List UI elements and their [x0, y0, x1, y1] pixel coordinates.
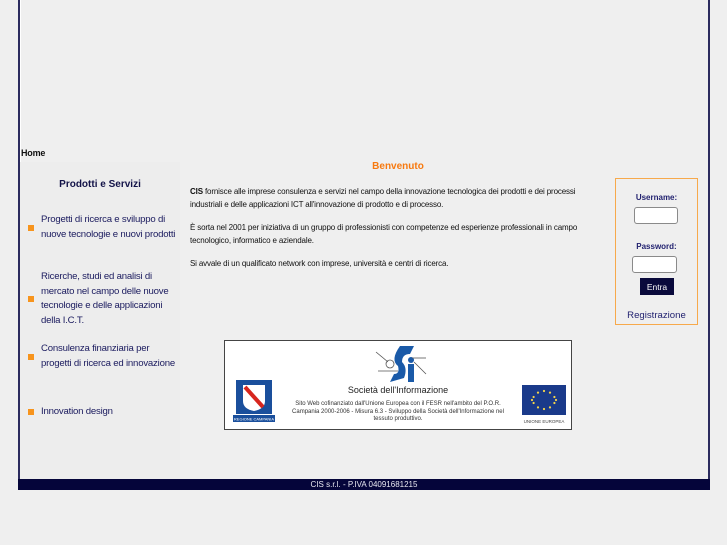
bullet-icon: [28, 409, 34, 415]
bullet-icon: [28, 225, 34, 231]
sidebar-title: Prodotti e Servizi: [59, 179, 141, 190]
sidebar-item-label[interactable]: Ricerche, studi ed analisi di mercato nel campo delle nuove tecnologie e delle applicazioni della I.C.T.: [41, 271, 169, 326]
sidebar-item-consulenza-finanziaria[interactable]: [20, 342, 180, 371]
regione-campania-logo: [233, 379, 275, 423]
password-label: Password:: [636, 242, 677, 251]
sidebar-item-progetti-ricerca[interactable]: [20, 213, 180, 242]
sidebar-item-innovation-design[interactable]: [20, 405, 180, 420]
company-name: CIS: [190, 187, 203, 196]
banner-text: Sito Web cofinanziato dall'Unione Europea con il FESR nell'ambito del P.O.R. Campania 2000-2006 - Misura 6.3 - Sviluppo della Società dell'Informazione nel tessuto produttivo.: [292, 401, 504, 422]
page-title: Benvenuto: [372, 161, 424, 172]
regione-campania-emblem-icon: [233, 379, 275, 423]
bullet-icon: [28, 296, 34, 302]
username-label: Username:: [635, 193, 678, 202]
password-input[interactable]: [632, 256, 677, 273]
svg-text:REGIONE CAMPANIA: REGIONE CAMPANIA: [233, 416, 275, 422]
login-box: [615, 178, 698, 325]
eu-funding-banner: [224, 340, 572, 430]
history-paragraph: È sorta nel 2001 per iniziativa di un gruppo di professionisti con competenze ed esperienze professionali in campo tecnologico, informatico e aziendale.: [190, 223, 578, 245]
intro-text: fornisce alle imprese consulenza e servizi nel campo della innovazione tecnologica dei prodotti e dei processi industriali e delle applicazioni ICT all'innovazione di prodotto e di processo.: [190, 187, 576, 209]
svg-text:UNIONE EUROPEA: UNIONE EUROPEA: [523, 419, 565, 424]
bullet-icon: [28, 354, 34, 360]
sidebar-item-label[interactable]: Progetti di ricerca e sviluppo di nuove tecnologie e nuovi prodotti: [41, 214, 176, 240]
breadcrumb-home[interactable]: Home: [21, 148, 46, 158]
network-paragraph: Si avvale di un qualificato network con imprese, università e centri di ricerca.: [190, 259, 449, 268]
societa-informazione-logo-icon: [372, 344, 428, 384]
sidebar: [20, 162, 180, 479]
sidebar-item-label[interactable]: Consulenza finanziaria per progetti di ricerca ed innovazione: [41, 343, 175, 369]
unione-europea-logo: [522, 385, 566, 425]
sidebar-item-ricerche-mercato[interactable]: [20, 270, 180, 328]
sidebar-item-label[interactable]: Innovation design: [41, 406, 113, 417]
username-input[interactable]: [634, 207, 678, 224]
banner-title: Società dell'Informazione: [347, 385, 449, 395]
intro-paragraph: [190, 186, 606, 211]
footer: CIS s.r.l. - P.IVA 04091681215: [18, 479, 710, 490]
eu-flag-icon: [522, 385, 566, 425]
register-link[interactable]: Registrazione: [627, 310, 686, 321]
login-submit-button[interactable]: Entra: [640, 278, 674, 295]
